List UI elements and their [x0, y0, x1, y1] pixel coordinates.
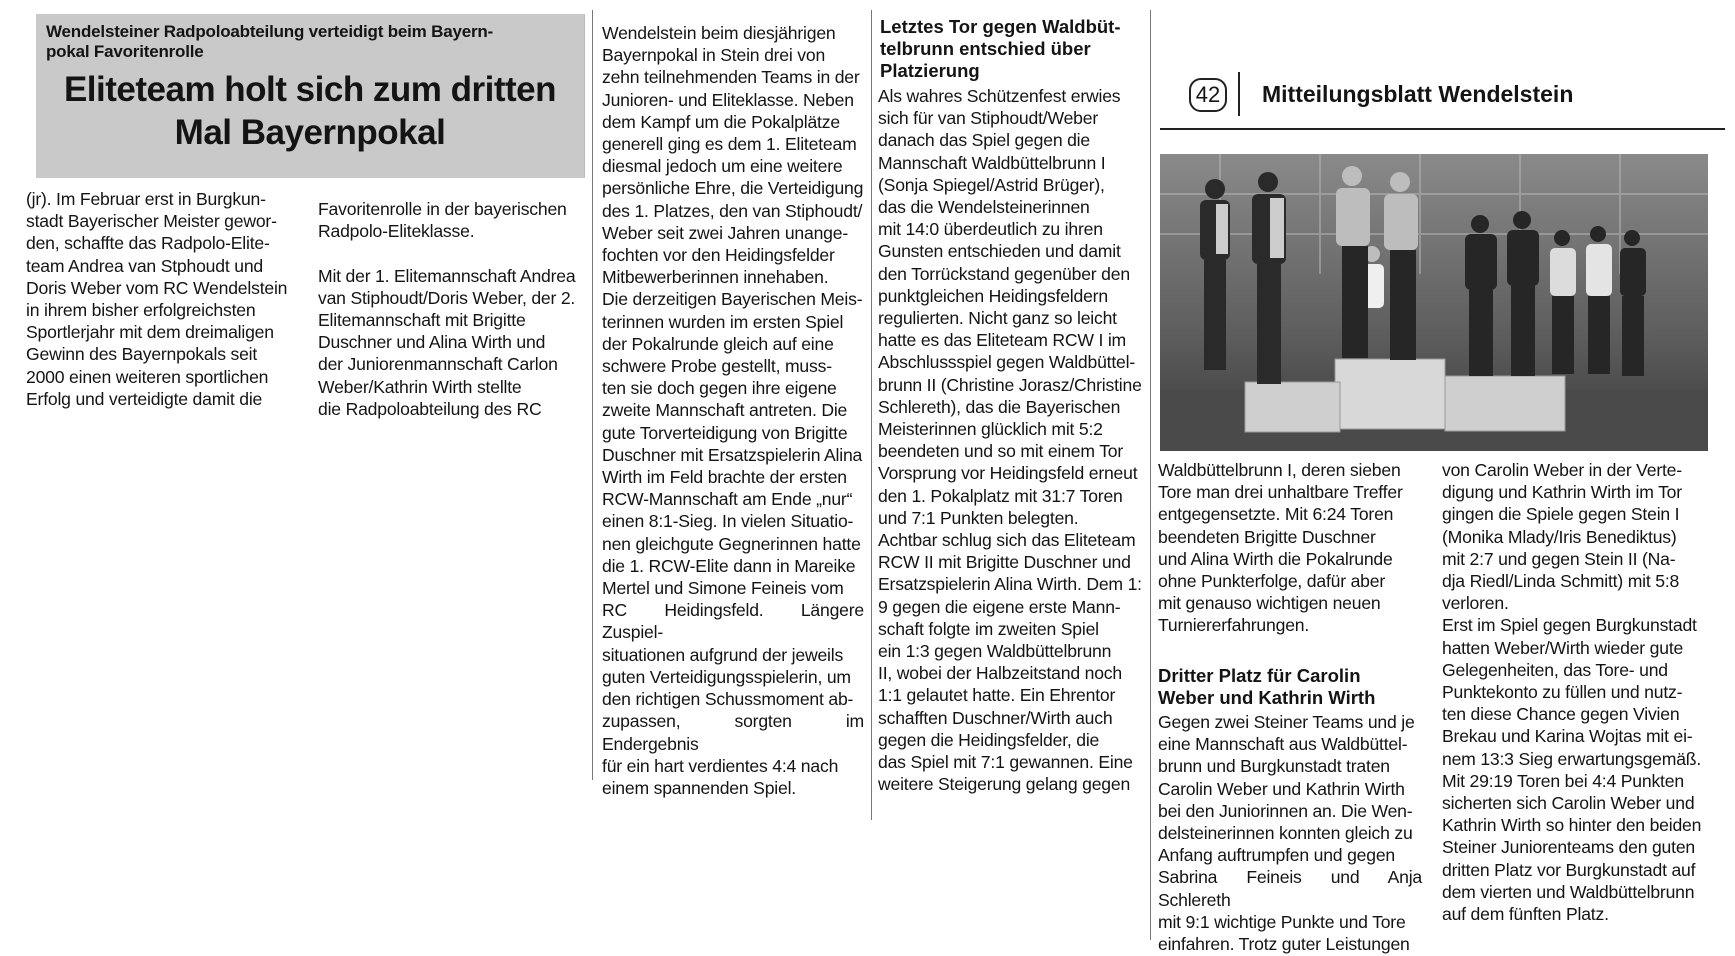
section-heading-1: Letztes Tor gegen Waldbüt- telbrunn entschied über Platzierung	[880, 16, 1121, 81]
header-box	[36, 14, 585, 178]
headline: Eliteteam holt sich zum dritten Mal Bayernpokal	[63, 70, 557, 152]
page-number: 42	[1189, 78, 1227, 112]
article-column-5a: Waldbüttelbrunn I, deren sieben Tore man drei unhaltbare Treffer entgegensetzte. Mit 6:24 Toren beendeten Brigitte Duschner und Alina Wirth die Pokalrunde ohne Punkterfolge, dafür aber mit genauso wichtigen neuen Turniererfahrungen.	[1158, 460, 1403, 636]
masthead-rule	[1160, 128, 1725, 130]
article-column-1: (jr). Im Februar erst in Burgkun- stadt Bayerischer Meister gewor- den, schaffte das Radpolo-Elite- team Andrea van Stphoudt und Doris Weber vom RC Wendelstein in ihrem bisher erfolgreichsten Sportlerjahr mit dem dreimaligen Gewinn des Bayernpokals seit 2000 einen weiteren sportlichen Erfolg und verteidigte damit die	[26, 189, 288, 409]
section-heading-2: Dritter Platz für Carolin Weber und Kathrin Wirth	[1158, 665, 1376, 708]
article-column-3: Wendelstein beim diesjährigen Bayernpokal in Stein drei von zehn teilnehmenden Teams in der Junioren- und Eliteklasse. Neben dem Kampf um die Pokalplätze generell ging es dem 1. Eliteteam diesmal jedoch um eine weitere persönliche Ehre, die Verteidigung des 1. Platzes, den van Stiphoudt/ Weber seit zwei Jahren unange- fochten vor den Heidingsfelder Mitbewerberinnen innehaben. Die derzeitigen Bayerischen Meis- terinnen wurden im ersten Spiel der Pokalrunde gleich auf eine schwere Probe gestellt, muss- ten sie doch gegen ihre eigene zweite Mannschaft antreten. Die gute Torverteidigung von Brigitte Duschner mit Ersatzspielerin Alina Wirth im Feld brachte der ersten RCW-Mannschaft am Ende „nur“ einen 8:1-Sieg. In vielen Situatio- nen gleichgute Gegnerinnen hatte die 1. RCW-Elite dann in Mareike Mertel und Simone Feineis vom RC Heidingsfeld. Längere Zuspiel- situationen aufgrund der jeweils guten Verteidigungsspielerin, um den richtigen Schussmoment ab- zupassen, sorgten im Endergebnis für ein hart verdientes 4:4 nach einem spannenden Spiel.	[602, 23, 864, 798]
article-column-6: von Carolin Weber in der Verte- digung und Kathrin Wirth im Tor gingen die Spiele gegen Stein I (Monika Mlady/Iris Benediktus) mit 2:7 und gegen Stein II (Na- dja Riedl/Linda Schmitt) mit 5:8 verloren. Erst im Spiel gegen Burgkunstadt hatten Weber/Wirth wieder gute Gelegenheiten, das Tore- und Punktekonto zu füllen und nutz- ten diese Chance gegen Vivien Brekau und Karina Wojtas mit ei- nem 13:3 Sieg erwartungsgemäß. Mit 29:19 Toren bei 4:4 Punkten sicherten sich Carolin Weber und Kathrin Wirth so hinter den beiden Steiner Juniorenteams den guten dritten Platz vor Burgkunstadt auf dem vierten und Waldbüttelbrunn auf dem fünften Platz.	[1442, 460, 1702, 925]
publication-title: Mitteilungsblatt Wendelstein	[1262, 81, 1574, 107]
team-photo	[1160, 154, 1708, 451]
column-divider	[1150, 10, 1151, 940]
award-photo-graphic	[1160, 154, 1708, 451]
kicker: Wendelsteiner Radpoloabteilung verteidigt beim Bayern- pokal Favoritenrolle	[46, 22, 494, 61]
article-column-5b: Gegen zwei Steiner Teams und je eine Mannschaft aus Waldbüttel- brunn und Burgkunstadt traten Carolin Weber und Kathrin Wirth bei den Juniorinnen an. Die Wen- delsteinerinnen konnten gleich zu Anfang auftrumpfen und gegen Sabrina Feineis und Anja Schlereth mit 9:1 wichtige Punkte und Tore einfahren. Trotz guter Leistungen	[1158, 712, 1422, 955]
article-column-2: Favoritenrolle in der bayerischen Radpolo-Eliteklasse. Mit der 1. Elitemannschaft Andrea van Stiphoudt/Doris Weber, der 2. Elitemannschaft mit Brigitte Duschner und Alina Wirth und der Juniorenmannschaft Carlon Weber/Kathrin Wirth stellte die Radpoloabteilung des RC	[318, 199, 576, 419]
article-column-4: Als wahres Schützenfest erwies sich für van Stiphoudt/Weber danach das Spiel gegen die Mannschaft Waldbüttelbrunn I (Sonja Spiegel/Astrid Brüger), das die Wendelsteinerinnen mit 14:0 überdeutlich zu ihren Gunsten entschieden und damit den Torrückstand gegenüber den punktgleichen Heidingsfeldern regulierten. Nicht ganz so leicht hatte es das Eliteteam RCW I im Abschlussspiel gegen Waldbüttel- brunn II (Christine Jorasz/Christine Schlereth), das die Bayerischen Meisterinnen glücklich mit 5:2 beendeten und so mit einem Tor Vorsprung vor Heidingsfeld erneut den 1. Pokalplatz mit 31:7 Toren und 7:1 Punkten belegten. Achtbar schlug sich das Eliteteam RCW II mit Brigitte Duschner und Ersatzspielerin Alina Wirth. Dem 1: 9 gegen die eigene erste Mann- schaft folgte im zweiten Spiel ein 1:3 gegen Waldbüttelbrunn II, wobei der Halbzeitstand noch 1:1 gelautet hatte. Ein Ehrentor schafften Duschner/Wirth auch gegen die Heidingsfelder, die das Spiel mit 7:1 gewannen. Eine weitere Steigerung gelang gegen	[878, 86, 1142, 795]
column-divider	[592, 10, 593, 780]
column-divider	[871, 10, 872, 820]
masthead-divider	[1238, 72, 1240, 116]
